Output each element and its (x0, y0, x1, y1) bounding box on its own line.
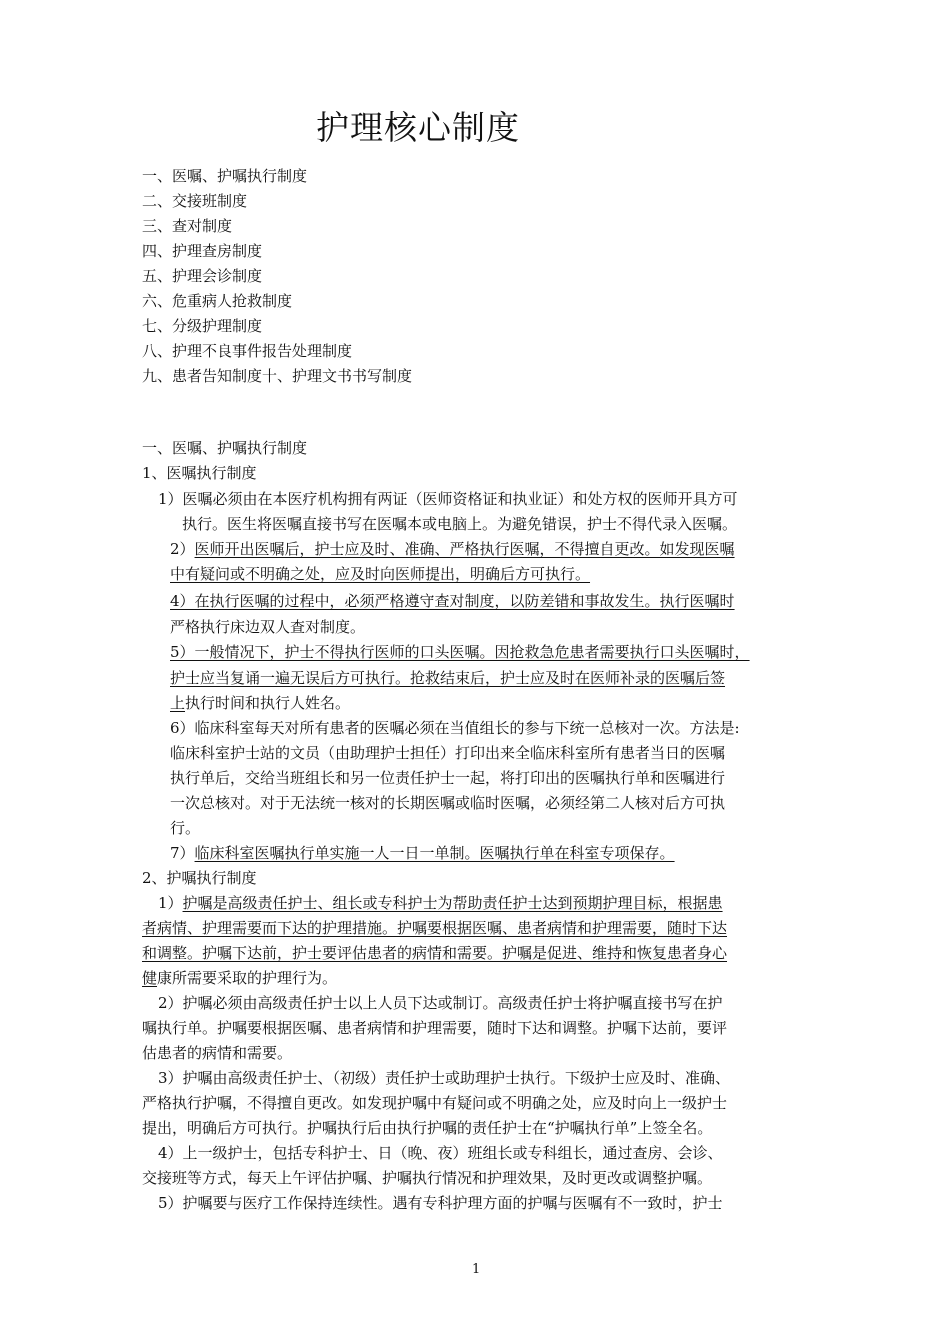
underlined-text: 健 (142, 969, 158, 987)
paragraph-line (170, 539, 735, 559)
text-span: 执行时间和执行人姓名。 (185, 694, 351, 712)
paragraph-line (170, 693, 350, 713)
paragraph-line: 4）上一级护士，包括专科护士、日（晚、夜）班组长或专科组长，通过查房、会诊、 (158, 1144, 723, 1162)
paragraph-line: 中有疑问或不明确之处，应及时向医师提出，明确后方可执行。 (170, 565, 591, 583)
paragraph-line: 估患者的病情和需要。 (142, 1044, 293, 1062)
paragraph-line: 提出，明确后方可执行。护嘱执行后由执行护嘱的责任护士在“护嘱执行单”上签全名。 (142, 1119, 713, 1137)
underlined-text: 临床科室医嘱执行单实施一人一日一单制。医嘱执行单在科室专项保存。 (194, 844, 675, 862)
table-of-contents (142, 164, 412, 389)
page-number: 1 (472, 1262, 481, 1277)
paragraph-line (158, 893, 723, 913)
paragraph-line: 护士应当复诵一遍无误后方可执行。抢救结束后，护士应及时在医师补录的医嘱后签 (170, 669, 726, 687)
paragraph-line: 交接班等方式，每天上午评估护嘱、护嘱执行情况和护理效果，及时更改或调整护嘱。 (142, 1169, 713, 1187)
item-number: 1） (158, 894, 183, 912)
paragraph-line: 一次总核对。对于无法统一核对的长期医嘱或临时医嘱，必须经第二人核对后方可执 (170, 794, 726, 812)
paragraph-line: 嘱执行单。护嘱要根据医嘱、患者病情和护理需要，随时下达和调整。护嘱下达前，要评 (142, 1019, 728, 1037)
toc-item: 三、查对制度 (142, 217, 233, 235)
paragraph-line: 6）临床科室每天对所有患者的医嘱必须在当值组长的参与下统一总核对一次。方法是: (170, 719, 740, 737)
paragraph-line: 严格执行床边双人查对制度。 (170, 618, 366, 636)
toc-item: 二、交接班制度 (142, 192, 248, 210)
item-number: 7） (170, 844, 195, 862)
underlined-text: 医师开出医嘱后，护士应及时、准确、严格执行医嘱，不得擅自更改。如发现医嘱 (194, 540, 735, 558)
paragraph-line: 者病情、护理需要而下达的护理措施。护嘱要根据医嘱、患者病情和护理需要，随时下达 (142, 919, 728, 937)
paragraph-line: 1）医嘱必须由在本医疗机构拥有两证（医师资格证和执业证）和处方权的医师开具方可 (158, 490, 738, 508)
underlined-text: 上 (170, 694, 186, 712)
text-span: 康所需要采取的护理行为。 (157, 969, 338, 987)
paragraph-line: 和调整。护嘱下达前，护士要评估患者的病情和需要。护嘱是促进、维持和恢复患者身心 (142, 944, 728, 962)
paragraph-line: 行。 (170, 819, 201, 837)
paragraph-line: 执行单后，交给当班组长和另一位责任护士一起，将打印出的医嘱执行单和医嘱进行 (170, 769, 726, 787)
toc-item: 五、护理会诊制度 (142, 267, 263, 285)
paragraph-line: 严格执行护嘱，不得擅自更改。如发现护嘱中有疑问或不明确之处，应及时向上一级护士 (142, 1094, 728, 1112)
toc-item: 九、患者告知制度十、护理文书书写制度 (142, 367, 413, 385)
paragraph-line (170, 843, 675, 863)
paragraph-line: 3）护嘱由高级责任护士、（初级）责任护士或助理护士执行。下级护士应及时、准确、 (158, 1069, 731, 1087)
underlined-text: 护嘱是高级责任护士、组长或专科护士为帮助责任护士达到预期护理目标，根据患 (182, 894, 723, 912)
paragraph-line: 4）在执行医嘱的过程中，必须严格遵守查对制度，以防差错和事故发生。执行医嘱时 (170, 592, 735, 610)
paragraph-line: 5）护嘱要与医疗工作保持连续性。遇有专科护理方面的护嘱与医嘱有不一致时，护士 (158, 1194, 723, 1212)
subsection-heading: 2、护嘱执行制度 (142, 869, 257, 887)
toc-item: 一、医嘱、护嘱执行制度 (142, 167, 308, 185)
paragraph-line: 执行。医生将医嘱直接书写在医嘱本或电脑上。为避免错误，护士不得代录入医嘱。 (182, 515, 738, 533)
toc-item: 七、分级护理制度 (142, 317, 263, 335)
section-heading: 一、医嘱、护嘱执行制度 (142, 439, 308, 457)
toc-item: 八、护理不良事件报告处理制度 (142, 342, 353, 360)
toc-item: 六、危重病人抢救制度 (142, 292, 293, 310)
paragraph-line: 临床科室护士站的文员（由助理护士担任）打印出来全临床科室所有患者当日的医嘱 (170, 744, 726, 762)
item-number: 2） (170, 540, 195, 558)
paragraph-line: 2）护嘱必须由高级责任护士以上人员下达或制订。高级责任护士将护嘱直接书写在护 (158, 994, 723, 1012)
paragraph-line: 5）一般情况下，护士不得执行医师的口头医嘱。因抢救急危患者需要执行口头医嘱时， (170, 643, 750, 661)
document-title: 护理核心制度 (316, 108, 520, 147)
subsection-heading: 1、医嘱执行制度 (142, 464, 257, 482)
toc-item: 四、护理查房制度 (142, 242, 263, 260)
paragraph-line (142, 968, 337, 988)
